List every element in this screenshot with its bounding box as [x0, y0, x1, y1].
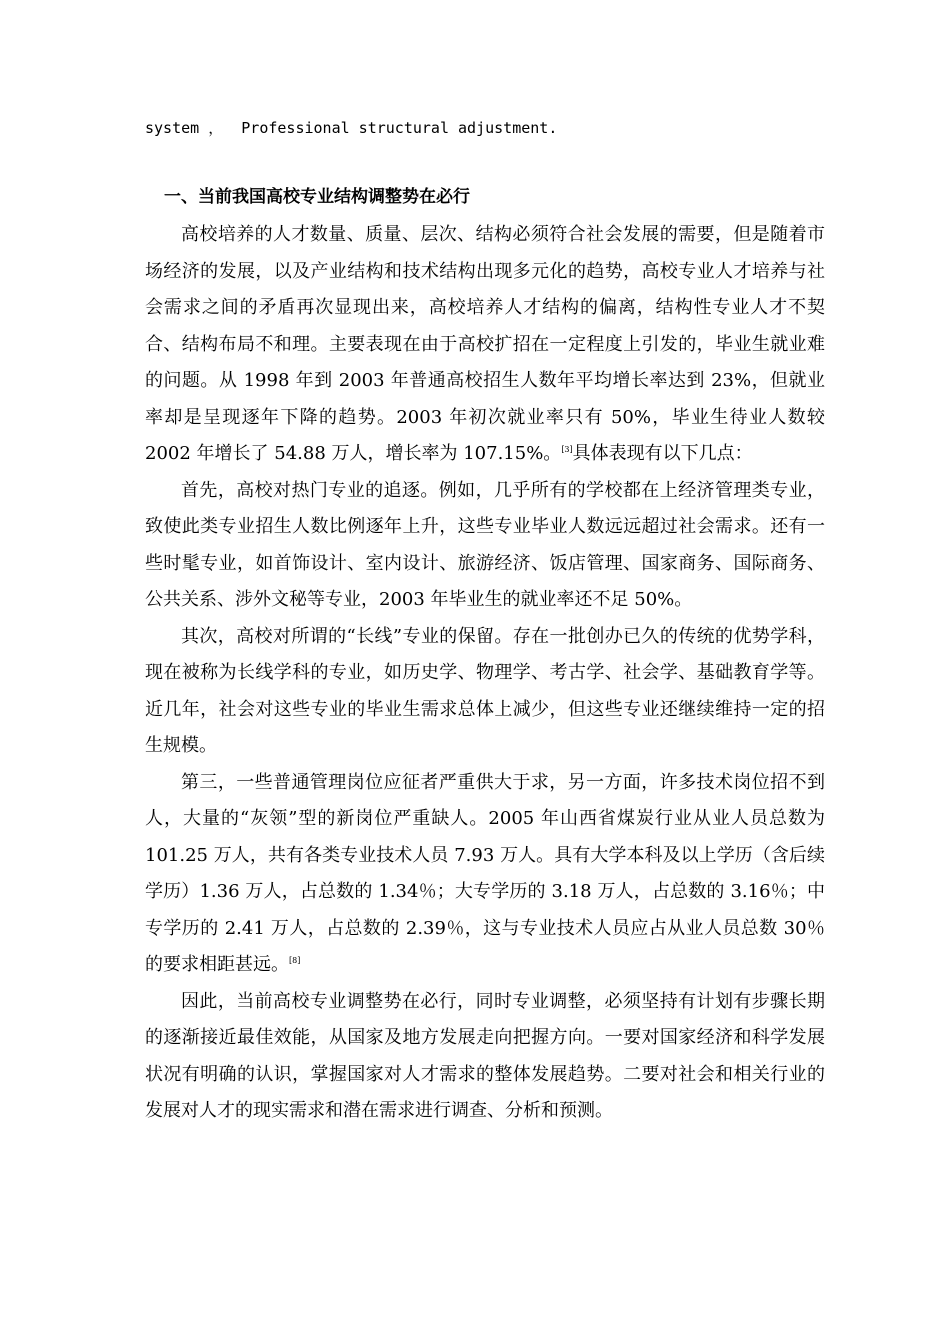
keywords-line: system ， Professional structural adjustment.	[145, 119, 558, 137]
paragraph-text: 第三，一些普通管理岗位应征者严重供大于求，另一方面，许多技术岗位招不到人，大量的“灰领”型的新岗位严重缺人。2005 年山西省煤炭行业从业人员总数为 101.25 万人，共有各类专业技术人员 7.93 万人。具有大学本科及以上学历（含后续学历）1.36 万人，占总数的 1.34％；大专学历的 3.18 万人，占总数的 3.16％；中专学历的 2.41 万人，占总数的 2.39％，这与专业技术人员应占从业人员总数 30％的要求相距甚远。	[145, 771, 825, 975]
paragraph	[145, 984, 825, 1130]
section-heading: 一、当前我国高校专业结构调整势在必行	[164, 187, 470, 207]
paragraph-text: 首先，高校对热门专业的追逐。例如，几乎所有的学校都在上经济管理类专业，致使此类专业招生人数比例逐年上升，这些专业毕业人数远远超过社会需求。还有一些时髦专业，如首饰设计、室内设计、旅游经济、饭店管理、国家商务、国际商务、公共关系、涉外文秘等专业，2003 年毕业生的就业率还不足 50%。	[145, 479, 825, 610]
body-text	[145, 217, 825, 1130]
paragraph-text: 高校培养的人才数量、质量、层次、结构必须符合社会发展的需要，但是随着市场经济的发展，以及产业结构和技术结构出现多元化的趋势，高校专业人才培养与社会需求之间的矛盾再次显现出来，高校培养人才结构的偏离，结构性专业人才不契合、结构布局不和理。主要表现在由于高校扩招在一定程度上引发的，毕业生就业难的问题。从 1998 年到 2003 年普通高校招生人数年平均增长率达到 23%，但就业率却是呈现逐年下降的趋势。2003 年初次就业率只有 50%，毕业生待业人数较 2002 年增长了 54.88 万人，增长率为 107.15%。	[145, 224, 825, 464]
paragraph-text: 其次，高校对所谓的“长线”专业的保留。存在一批创办已久的传统的优势学科，现在被称为长线学科的专业，如历史学、物理学、考古学、社会学、基础教育学等。近几年，社会对这些专业的毕业生需求总体上减少，但这些专业还继续维持一定的招生规模。	[145, 625, 825, 756]
paragraph-text-tail: 具体表现有以下几点：	[572, 443, 753, 464]
paragraph	[145, 217, 825, 473]
paragraph	[145, 473, 825, 619]
citation-ref: [3]	[561, 445, 573, 454]
paragraph-text: 因此，当前高校专业调整势在必行，同时专业调整，必须坚持有计划有步骤长期的逐渐接近最佳效能，从国家及地方发展走向把握方向。一要对国家经济和科学发展状况有明确的认识，掌握国家对人才需求的整体发展趋势。二要对社会和相关行业的发展对人才的现实需求和潜在需求进行调查、分析和预测。	[145, 990, 825, 1121]
citation-ref: [8]	[289, 956, 301, 965]
paragraph	[145, 619, 825, 765]
paragraph	[145, 765, 825, 984]
